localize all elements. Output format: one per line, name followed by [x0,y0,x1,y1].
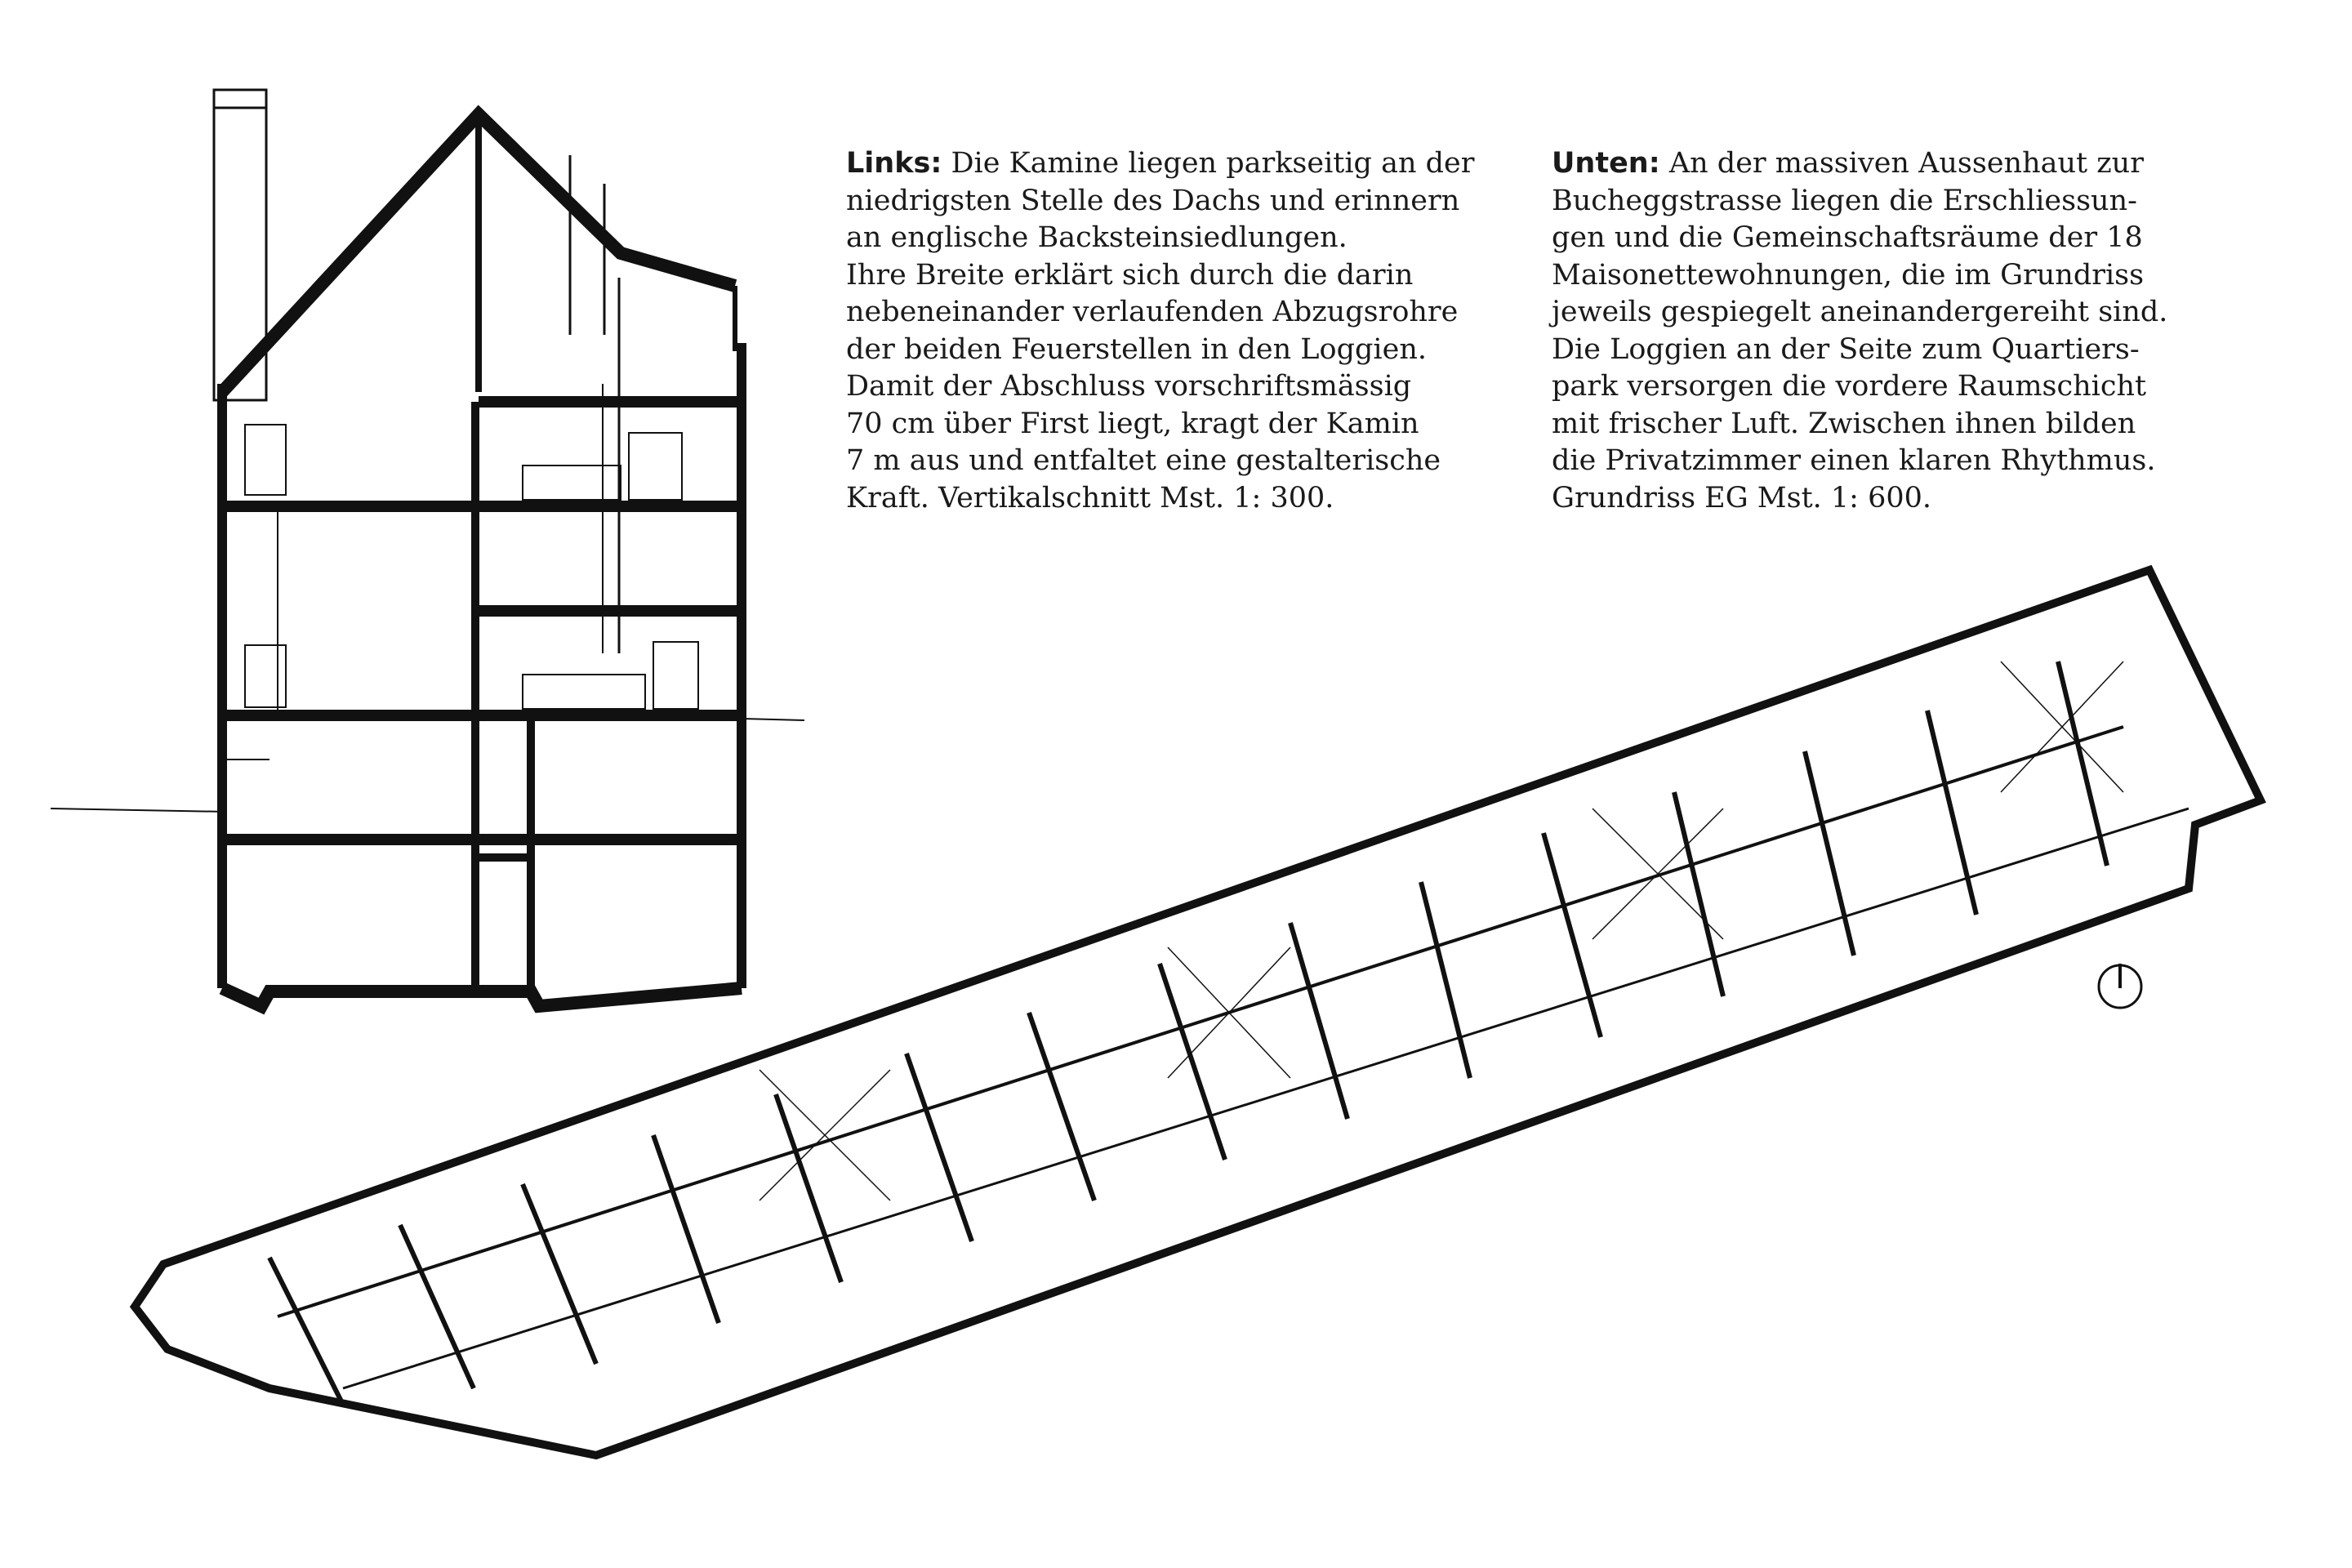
caption-left [846,145,1516,517]
caption-left-body: Die Kamine liegen parkseitig an der niedrigsten Stelle des Dachs und erinnern an englische Backsteinsiedlungen. Ihre Breite erklärt sich durch die darin nebeneinander verlaufenden Abzugsrohre der beiden Feuerstellen in den Loggien. Damit der Abschluss vorschriftsmässig 70 cm über First liegt, kragt der Kamin 7 m aus und entfaltet eine gestalterische Kraft. Vertikalschnitt Mst. 1: 300. [846,147,1475,514]
caption-right-body: An der massiven Aussenhaut zur Bucheggstrasse liegen die Erschliessun- gen und die Gemeinschaftsräume der 18 Maisonettewohnungen, die im Grundriss jeweils gespiegelt aneinandergereiht sind. Die Loggien an der Seite zum Quartiers- park versorgen die vordere Raumschicht mit frischer Luft. Zwischen ihnen bilden die Privatzimmer einen klaren Rhythmus. Grundriss EG Mst. 1: 600. [1552,147,2168,514]
caption-right [1552,145,2254,517]
caption-right-lead: Unten: [1552,147,1660,180]
caption-left-lead: Links: [846,147,942,180]
